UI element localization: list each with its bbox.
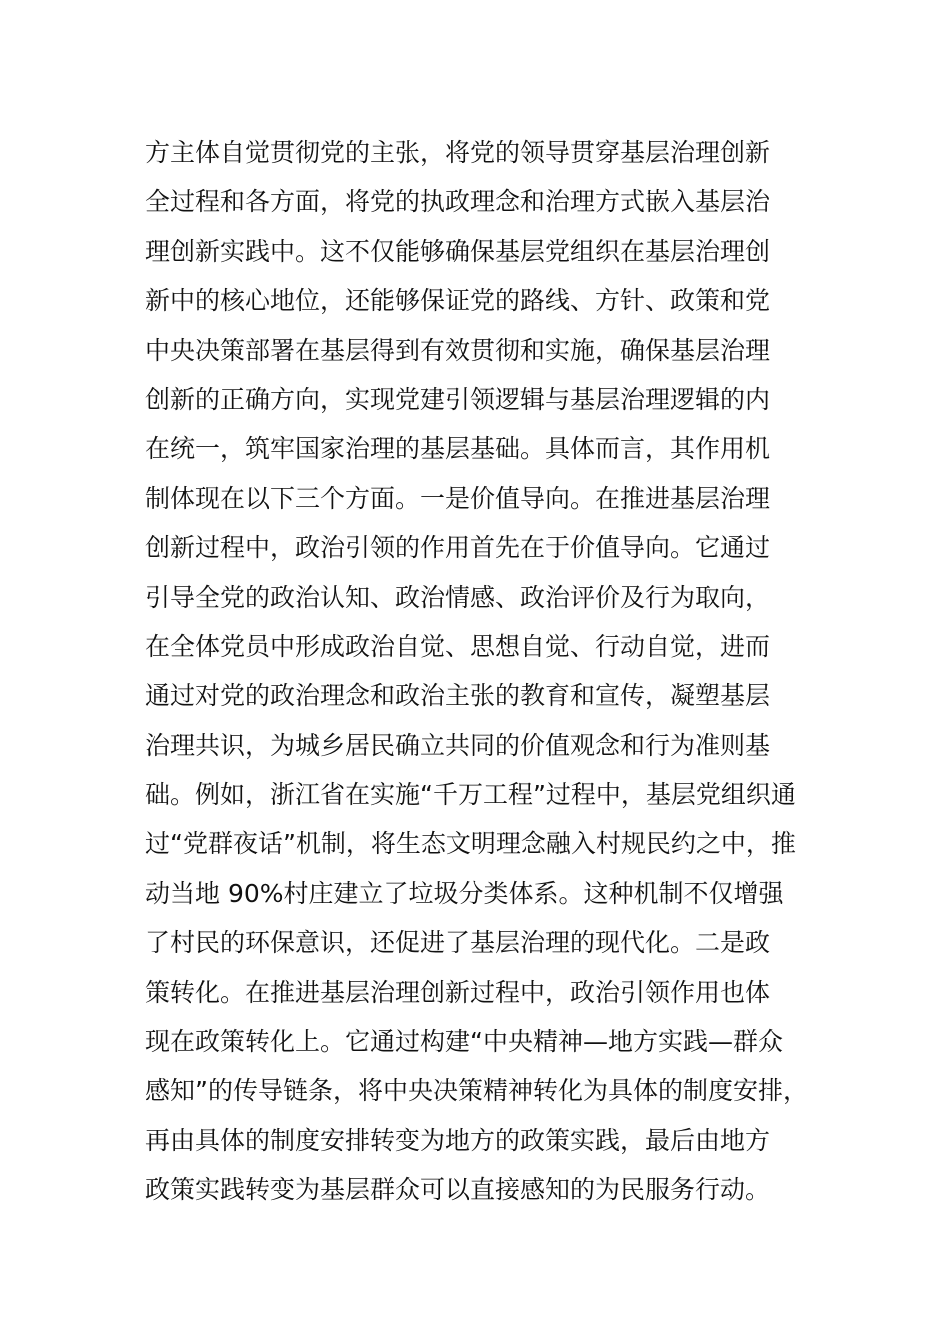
text-line-6: 创新的正确方向，实现党建引领逻辑与基层治理逻辑的内 xyxy=(145,384,771,414)
text-line-13: 治理共识，为城乡居民确立共同的价值观念和行为准则基 xyxy=(145,730,771,760)
text-line-7: 在统一，筑牢国家治理的基层基础。具体而言，其作用机 xyxy=(145,434,771,464)
text-line-5: 中央决策部署在基层得到有效贯彻和实施，确保基层治理 xyxy=(145,335,771,365)
text-line-10: 引导全党的政治认知、政治情感、政治评价及行为取向， xyxy=(145,582,771,612)
text-line-2: 全过程和各方面，将党的执政理念和治理方式嵌入基层治 xyxy=(145,187,771,217)
text-line-11: 在全体党员中形成政治自觉、思想自觉、行动自觉，进而 xyxy=(145,631,771,661)
text-line-9: 创新过程中，政治引领的作用首先在于价值导向。它通过 xyxy=(145,533,771,563)
text-line-17: 了村民的环保意识，还促进了基层治理的现代化。二是政 xyxy=(145,928,771,958)
text-line-16: 动当地 90%村庄建立了垃圾分类体系。这种机制不仅增强 xyxy=(145,878,784,908)
text-line-8: 制体现在以下三个方面。一是价值导向。在推进基层治理 xyxy=(145,483,771,513)
text-line-3: 理创新实践中。这不仅能够确保基层党组织在基层治理创 xyxy=(145,236,771,266)
body-text xyxy=(145,128,845,1215)
text-line-12: 通过对党的政治理念和政治主张的教育和宣传，凝塑基层 xyxy=(145,681,771,711)
text-line-19: 现在政策转化上。它通过构建“中央精神—地方实践—群众 xyxy=(145,1027,783,1057)
text-line-18: 策转化。在推进基层治理创新过程中，政治引领作用也体 xyxy=(145,977,771,1007)
text-line-4: 新中的核心地位，还能够保证党的路线、方针、政策和党 xyxy=(145,286,771,316)
text-line-20: 感知”的传导链条，将中央决策精神转化为具体的制度安排， xyxy=(145,1076,808,1106)
text-line-21: 再由具体的制度安排转变为地方的政策实践，最后由地方 xyxy=(145,1125,771,1155)
text-line-15: 过“党群夜话”机制，将生态文明理念融入村规民约之中，推 xyxy=(145,829,796,859)
text-line-1: 方主体自觉贯彻党的主张，将党的领导贯穿基层治理创新 xyxy=(145,138,771,167)
text-line-22: 政策实践转变为基层群众可以直接感知的为民服务行动。 xyxy=(145,1175,771,1205)
text-line-14: 础。例如，浙江省在实施“千万工程”过程中，基层党组织通 xyxy=(145,780,796,810)
